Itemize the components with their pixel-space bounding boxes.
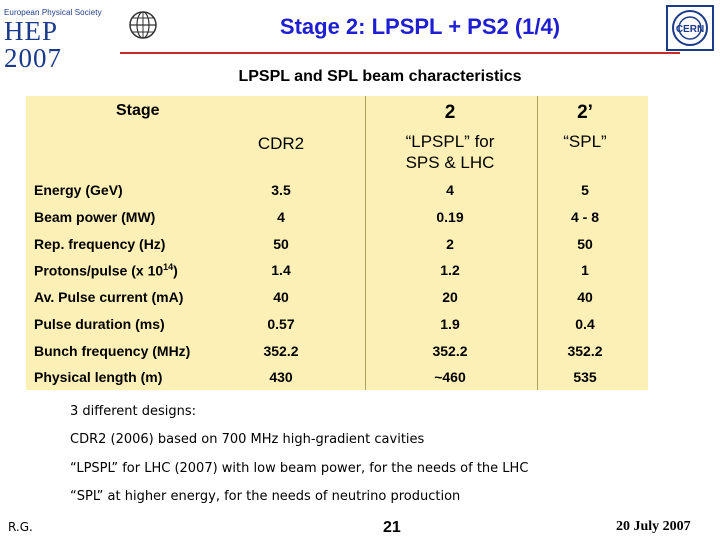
cell-spl: 4 - 8: [570, 209, 599, 225]
date: 20 July 2007: [616, 519, 691, 534]
cell-lpspl: 4: [446, 182, 454, 198]
row-label: Energy (GeV): [34, 182, 123, 198]
design-item: CDR2 (2006) based on 700 MHz high-gradient cavities: [70, 432, 425, 447]
header-divider: [120, 52, 680, 54]
row-label: Pulse duration (ms): [34, 316, 165, 332]
cell-lpspl: 2: [446, 236, 454, 252]
row-label: Beam power (MW): [34, 209, 156, 225]
cell-cdr2: 430: [269, 369, 293, 385]
design-name-cdr2: CDR2: [257, 134, 305, 153]
cell-spl: 535: [573, 369, 597, 385]
stage-label: Stage: [116, 102, 160, 119]
cell-spl: 352.2: [567, 343, 603, 359]
designs-intro: 3 different designs:: [70, 404, 197, 419]
cell-cdr2: 3.5: [271, 182, 291, 198]
cell-spl: 1: [581, 262, 589, 278]
conference-name: HEP 2007: [4, 16, 62, 73]
cell-lpspl: 0.19: [436, 209, 464, 225]
cell-lpspl: ~460: [434, 369, 466, 385]
row-label-end: ): [173, 262, 178, 279]
design-name-lpspl: “LPSPL” for: [405, 132, 495, 151]
cell-cdr2: 352.2: [263, 343, 299, 359]
cell-cdr2: 4: [277, 209, 285, 225]
page-number: 21: [383, 519, 401, 536]
row-label-exponent: 14: [163, 262, 174, 272]
cell-spl: 50: [577, 236, 593, 252]
column-divider: [365, 96, 366, 390]
slide-title: Stage 2: LPSPL + PS2 (1/4): [279, 14, 561, 39]
cern-logo: [666, 5, 714, 51]
globe-icon: [128, 10, 158, 40]
row-label: Av. Pulse current (mA): [34, 289, 184, 305]
society-name: European Physical Society: [4, 8, 102, 17]
cell-spl: 5: [581, 182, 589, 198]
design-item: “LPSPL” for LHC (2007) with low beam power, for the needs of the LHC: [70, 461, 529, 476]
cell-spl: 0.4: [575, 316, 595, 332]
cern-logo-icon: [668, 7, 712, 49]
cell-lpspl: 1.2: [440, 262, 460, 278]
cell-cdr2: 40: [273, 289, 289, 305]
design-item: “SPL” at higher energy, for the needs of neutrino production: [70, 489, 461, 504]
row-label: Rep. frequency (Hz): [34, 236, 166, 252]
cell-lpspl: 352.2: [432, 343, 468, 359]
row-label-text: Protons/pulse (x 10: [34, 262, 164, 279]
hep2007-logo: [4, 8, 118, 73]
stage-value-lpspl: 2: [444, 102, 456, 123]
cell-cdr2: 50: [273, 236, 289, 252]
design-name-lpspl-line2: SPS & LHC: [405, 153, 495, 172]
stage-value-spl: 2’: [577, 102, 593, 123]
cern-logo-text: CERN: [675, 24, 705, 35]
row-label: Physical length (m): [34, 369, 163, 385]
table-subtitle: LPSPL and SPL beam characteristics: [238, 68, 522, 85]
design-name-spl: “SPL”: [563, 132, 607, 151]
cell-cdr2: 0.57: [267, 316, 295, 332]
author: R.G.: [8, 520, 33, 534]
cell-lpspl: 20: [442, 289, 458, 305]
cell-lpspl: 1.9: [440, 316, 460, 332]
cell-cdr2: 1.4: [271, 262, 291, 278]
row-label: Bunch frequency (MHz): [34, 343, 191, 359]
cell-spl: 40: [577, 289, 593, 305]
